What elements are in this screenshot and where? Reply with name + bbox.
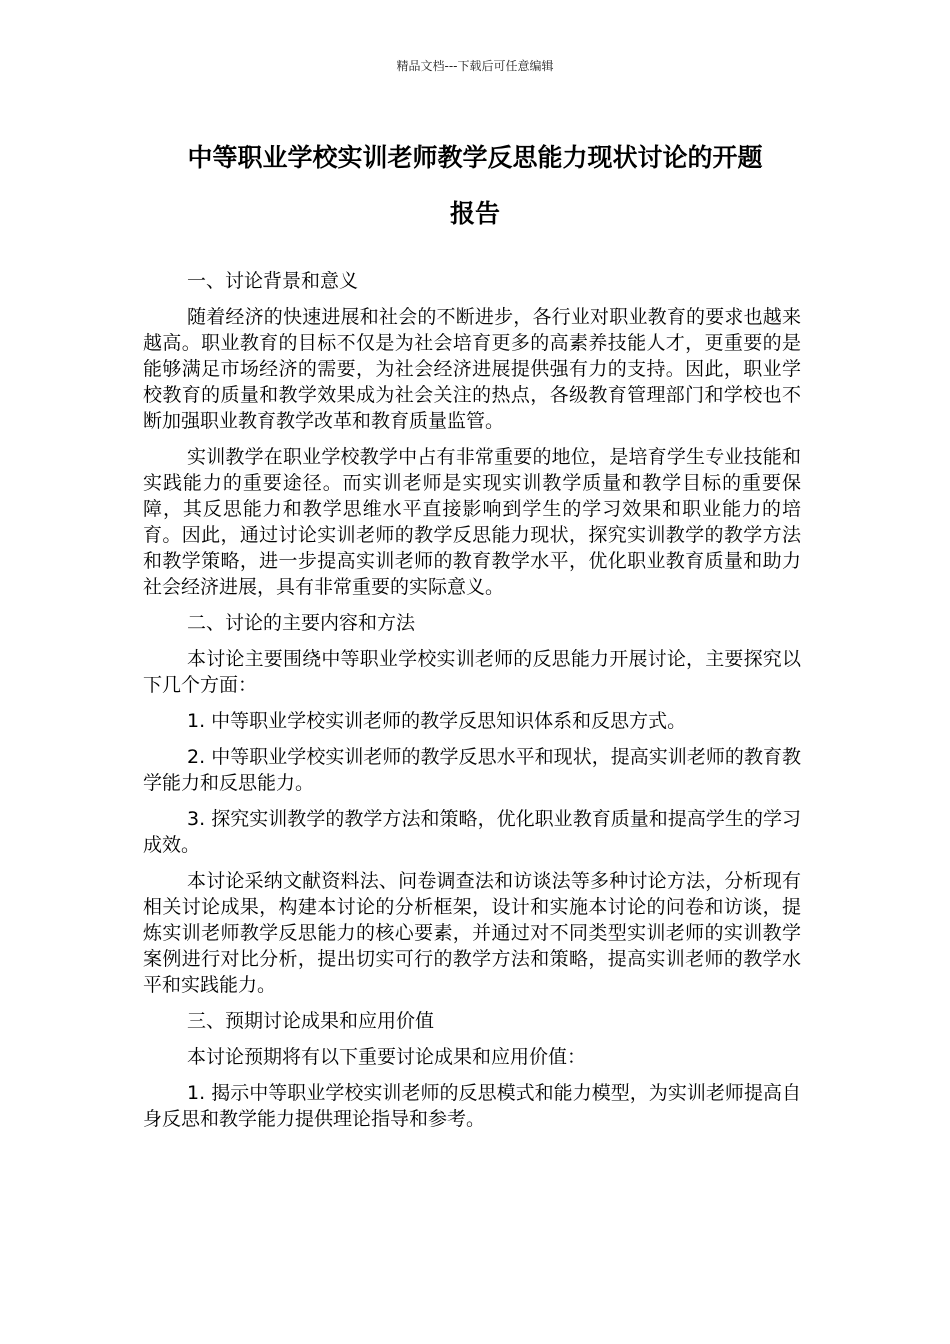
document-title-line-1: 中等职业学校实训老师教学反思能力现状讨论的开题 bbox=[187, 143, 763, 172]
list-item-results-1: 1. 揭示中等职业学校实训老师的反思模式和能力模型，为实训老师提高自身反思和教学能力提供理论指导和参考。 bbox=[143, 1082, 801, 1130]
paragraph-methods: 本讨论采纳文献资料法、问卷调查法和访谈法等多种讨论方法，分析现有相关讨论成果，构建本讨论的分析框架，设计和实施本讨论的问卷和访谈，提炼实训老师教学反思能力的核心要素，并通过对不同类型实训老师的实训教学案例进行对比分析，提出切实可行的教学方法和策略，提高实训老师的教学水平和实践能力。 bbox=[143, 870, 801, 996]
paragraph-results-intro: 本讨论预期将有以下重要讨论成果和应用价值： bbox=[187, 1046, 587, 1068]
section-heading-background: 一、讨论背景和意义 bbox=[187, 270, 359, 292]
paragraph-background-1: 随着经济的快速进展和社会的不断进步，各行业对职业教育的要求也越来越高。职业教育的目标不仅是为社会培育更多的高素养技能人才，更重要的是能够满足市场经济的需要，为社会经济进展提供强有力的支持。因此，职业学校教育的质量和教学效果成为社会关注的热点，各级教育管理部门和学校也不断加强职业教育教学改革和教育质量监管。 bbox=[143, 306, 801, 432]
list-item-content-2: 2. 中等职业学校实训老师的教学反思水平和现状，提高实训老师的教育教学能力和反思能力。 bbox=[143, 746, 801, 794]
document-body bbox=[143, 268, 801, 1142]
paragraph-content-intro: 本讨论主要围绕中等职业学校实训老师的反思能力开展讨论，主要探究以下几个方面： bbox=[143, 648, 801, 696]
document-title bbox=[143, 130, 807, 242]
list-item-content-3: 3. 探究实训教学的教学方法和策略，优化职业教育质量和提高学生的学习成效。 bbox=[143, 808, 801, 856]
document-title-line-2: 报告 bbox=[449, 199, 500, 228]
section-heading-expected-results: 三、预期讨论成果和应用价值 bbox=[187, 1010, 435, 1032]
header-note: 精品文档---下载后可任意编辑 bbox=[396, 59, 554, 73]
list-item-content-1: 1. 中等职业学校实训老师的教学反思知识体系和反思方式。 bbox=[187, 710, 687, 732]
paragraph-background-2: 实训教学在职业学校教学中占有非常重要的地位，是培育学生专业技能和实践能力的重要途径。而实训老师是实现实训教学质量和教学目标的重要保障，其反思能力和教学思维水平直接影响到学生的学习效果和职业能力的培育。因此，通过讨论实训老师的教学反思能力现状，探究实训教学的教学方法和教学策略，进一步提高实训老师的教育教学水平，优化职业教育质量和助力社会经济进展，具有非常重要的实际意义。 bbox=[143, 446, 801, 598]
section-heading-content-methods: 二、讨论的主要内容和方法 bbox=[187, 612, 416, 634]
